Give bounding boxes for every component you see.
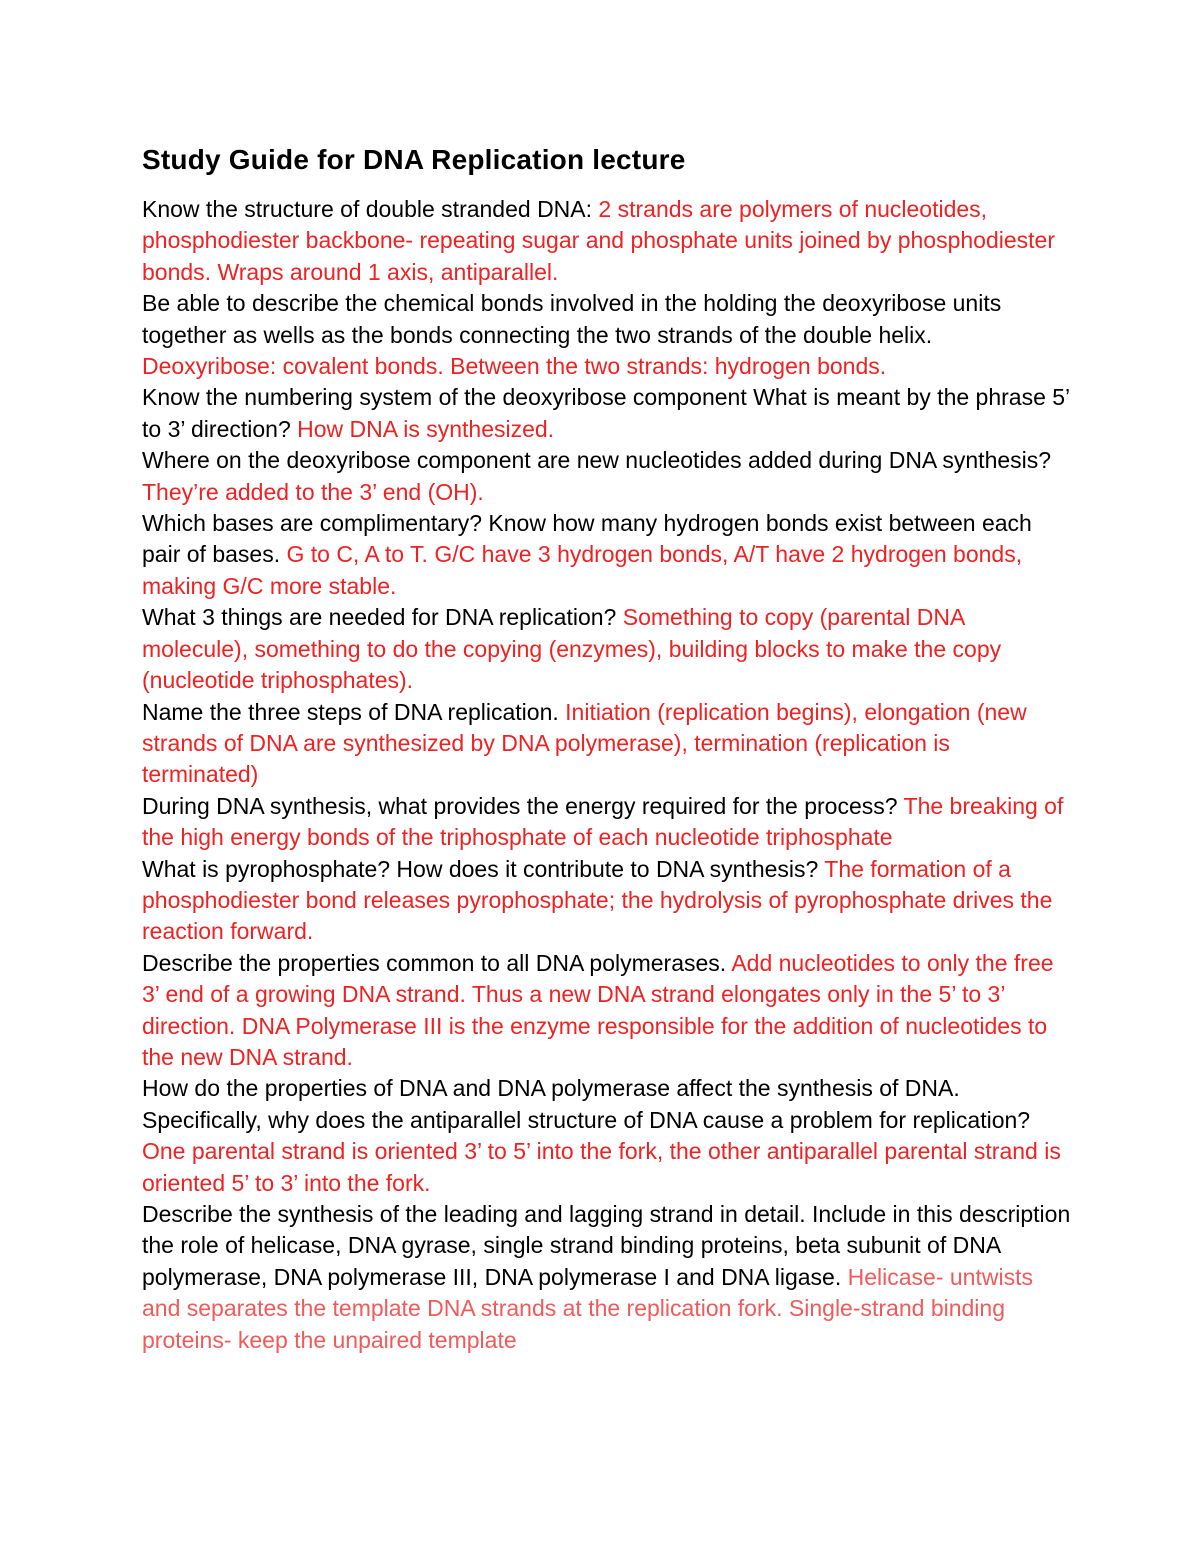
question-text: During DNA synthesis, what provides the energy required for the process? xyxy=(142,792,904,819)
question-text: Know the numbering system of the deoxyribose component What is meant by the phrase 5’ to 3’ direction? xyxy=(142,384,1070,442)
page-title: Study Guide for DNA Replication lecture xyxy=(142,144,686,175)
answer-text: Helicase- untwists and separates the template DNA strands at the replication fork. Single-strand binding proteins- keep the unpaired template xyxy=(142,1263,1033,1353)
answer-text: Add nucleotides to only the free 3’ end of a growing DNA strand. Thus a new DNA strand elongates only in the 5’ to 3’ direction. DNA Polymerase III is the enzyme responsible for the addition of nucleotides to the new DNA strand. xyxy=(142,949,1054,1070)
answer-text: 2 strands are polymers of nucleotides, phosphodiester backbone- repeating sugar and phosphate units joined by phosphodiester bonds. Wraps around 1 axis, antiparallel. xyxy=(142,196,1055,285)
question-text: What is pyrophosphate? How does it contribute to DNA synthesis? xyxy=(142,855,825,882)
question-text: Describe the synthesis of the leading and lagging strand in detail. Include in this description the role of helicase, DNA gyrase, single strand binding proteins, beta subunit of DNA polymerase, DNA polymerase III, DNA polymerase I and DNA ligase. xyxy=(142,1201,1071,1290)
question-text: How do the properties of DNA and DNA polymerase affect the synthesis of DNA. Specifically, why does the antiparallel structure of DNA cause a problem for replication? xyxy=(142,1075,1031,1133)
answer-text: Initiation (replication begins), elongation (new strands of DNA are synthesized by DNA polymerase), termination (replication is terminated) xyxy=(142,698,1027,788)
question-text: Be able to describe the chemical bonds involved in the holding the deoxyribose units together as wells as the bonds connecting the two strands of the double helix. xyxy=(142,290,1002,348)
answer-text: Deoxyribose: covalent bonds. Between the two strands: hydrogen bonds. xyxy=(142,353,887,380)
answer-text: One parental strand is oriented 3’ to 5’ into the fork, the other antiparallel parental strand is oriented 5’ to 3’ into the fork. xyxy=(142,1138,1061,1196)
answer-text: How DNA is synthesized. xyxy=(297,415,555,442)
question-text: Where on the deoxyribose component are new nucleotides added during DNA synthesis? xyxy=(142,447,1052,474)
question-text: What 3 things are needed for DNA replication? xyxy=(142,604,623,631)
document-page xyxy=(142,140,1072,1356)
answer-text: Something to copy (parental DNA molecule), something to do the copying (enzymes), building blocks to make the copy (nucleotide triphosphates). xyxy=(142,604,1002,694)
question-text: Know the structure of double stranded DNA: xyxy=(142,196,599,222)
question-text: Name the three steps of DNA replication. xyxy=(142,698,566,725)
answer-text: The formation of a phosphodiester bond releases pyrophosphate; the hydrolysis of pyrophosphate drives the reaction forward. xyxy=(142,855,1053,945)
question-text: Which bases are complimentary? Know how many hydrogen bonds exist between each pair of bases. xyxy=(142,510,1032,568)
study-guide-body xyxy=(142,194,1072,1356)
question-text: Describe the properties common to all DNA polymerases. xyxy=(142,949,732,976)
answer-text: They’re added to the 3’ end (OH). xyxy=(142,478,484,505)
answer-text: The breaking of the high energy bonds of the triphosphate of each nucleotide triphosphate xyxy=(142,792,1064,851)
answer-text: G to C, A to T. G/C have 3 hydrogen bonds, A/T have 2 hydrogen bonds, making G/C more stable. xyxy=(142,541,1023,599)
